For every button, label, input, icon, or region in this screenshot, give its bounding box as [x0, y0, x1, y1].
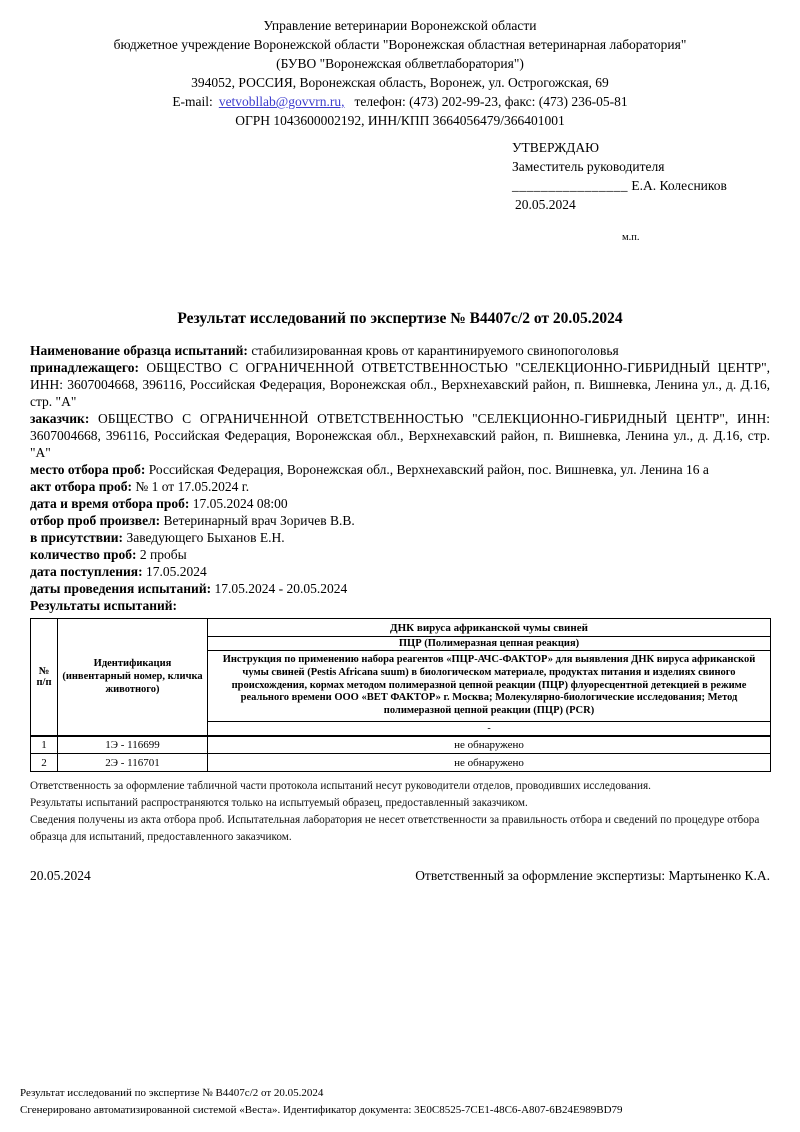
sample-details	[30, 342, 770, 614]
page-footer	[20, 1085, 780, 1119]
approval-block	[512, 138, 800, 214]
signature-underline: ________________	[512, 178, 628, 193]
detail-sampling-place: место отбора проб: Российская Федерация, Воронежская обл., Верхнехавский район, пос. Вишневка, ул. Ленина 16 а	[30, 462, 709, 477]
note-responsibility: Ответственность за оформление табличной части протокола испытаний несут руководители отделов, проводивших исследования.	[30, 780, 651, 793]
letterhead	[0, 0, 800, 130]
method-full-cell: Инструкция по применению набора реагентов «ПЦР-АЧС-ФАКТОР» для выявления ДНК вируса африканской чумы свиней (Pestis Africana suum) в биологическом материале, продуктах питания и изделиях свиного происхождения, кормах методом полимеразной цепной реакции (ПЦР) флуоресцентной детекцией в режиме реального времени ООО «ВЕТ ФАКТОР» г. Москва; Молекулярно-биологические исследования; Метод полимеразной цепной реакции (ПЦР) (PCR)	[208, 651, 771, 722]
stamp-place: м.п.	[622, 232, 640, 243]
row-result-cell: не обнаружено	[208, 754, 771, 772]
footer-expertise-ref: Результат исследований по экспертизе № В4407с/2 от 20.05.2024	[20, 1087, 324, 1099]
detail-sampling-act: акт отбора проб: № 1 от 17.05.2024 г.	[30, 479, 250, 494]
row-number-cell: 1	[31, 736, 58, 754]
test-name-cell: ДНК вируса африканской чумы свиней	[208, 619, 771, 637]
detail-receipt-date: дата поступления: 17.05.2024	[30, 564, 207, 579]
results-heading: Результаты испытаний:	[30, 598, 178, 613]
row-result-cell: не обнаружено	[208, 736, 771, 754]
detail-sampling-datetime: дата и время отбора проб: 17.05.2024 08:00	[30, 496, 288, 511]
phone-fax: телефон: (473) 202-99-23, факс: (473) 236-05-81	[354, 94, 628, 109]
approve-label: УТВЕРЖДАЮ	[512, 140, 600, 155]
signoff-responsible: Ответственный за оформление экспертизы: Мартыненко К.А.	[415, 867, 770, 883]
contact-line	[0, 92, 800, 111]
column-header-identification: Идентификация (инвентарный номер, кличка животного)	[58, 619, 208, 736]
detail-witness: в присутствии: Заведующего Быханов Е.Н.	[30, 530, 285, 545]
approval-date: 20.05.2024	[515, 197, 576, 212]
method-short-cell: ПЦР (Полимеразная цепная реакция)	[208, 637, 771, 651]
approver-name: Е.А. Колесников	[631, 178, 727, 193]
detail-sampler: отбор проб произвел: Ветеринарный врач Зоричев В.В.	[30, 513, 355, 528]
note-scope: Результаты испытаний распространяются только на испытуемый образец, предоставленный заказчиком.	[30, 797, 528, 810]
units-cell: -	[208, 721, 771, 736]
table-row	[31, 736, 771, 754]
detail-sample-count: количество проб: 2 пробы	[30, 547, 187, 562]
results-table	[30, 618, 771, 772]
detail-owner: принадлежащего: ОБЩЕСТВО С ОГРАНИЧЕННОЙ ОТВЕТСТВЕННОСТЬЮ "СЕЛЕКЦИОННО-ГИБРИДНЫЙ ЦЕНТР", ИНН: 3607004668, 396116, Российская Федерация, Воронежская обл., Верхнехавский район, п. Вишневка, Ленина ул., д. Д.16, стр. "А"	[30, 360, 771, 409]
signoff-row	[30, 868, 770, 884]
email-label: E-mail:	[172, 94, 213, 109]
table-header-row-test	[31, 619, 771, 637]
ogrn-inn: ОГРН 1043600002192, ИНН/КПП 3664056479/366401001	[235, 113, 565, 128]
table-row	[31, 754, 771, 772]
row-id-cell: 1Э - 116699	[58, 736, 208, 754]
org-name-line1: Управление ветеринарии Воронежской области	[263, 18, 537, 33]
page-title: Результат исследований по экспертизе № В4407с/2 от 20.05.2024	[177, 310, 623, 327]
note-sampling-info: Сведения получены из акта отбора проб. Испытательная лаборатория не несет ответственности за правильность отбора и сведений по процедуре отбора образца для испытаний, предоставленного заказчиком.	[30, 814, 760, 843]
signoff-date: 20.05.2024	[30, 867, 91, 883]
row-number-cell: 2	[31, 754, 58, 772]
column-header-number: № п/п	[31, 619, 58, 736]
email-link[interactable]: vetvobllab@govvrn.ru,	[218, 94, 345, 109]
org-name-line3: (БУВО "Воронежская облветлаборатория")	[276, 56, 524, 71]
signature-line	[512, 176, 800, 195]
disclaimer-notes	[30, 778, 770, 845]
org-address: 394052, РОССИЯ, Воронежская область, Воронеж, ул. Острогожская, 69	[191, 75, 609, 90]
row-id-cell: 2Э - 116701	[58, 754, 208, 772]
detail-test-dates: даты проведения испытаний: 17.05.2024 - 20.05.2024	[30, 581, 348, 596]
footer-generated-by: Сгенерировано автоматизированной системой «Веста». Идентификатор документа: 3E0C8525-7CE1-48C6-A807-6B24E989BD79	[20, 1104, 623, 1116]
org-name-line2: бюджетное учреждение Воронежской области "Воронежская областная ветеринарная лаборатория"	[113, 37, 687, 52]
detail-customer: заказчик: ОБЩЕСТВО С ОГРАНИЧЕННОЙ ОТВЕТСТВЕННОСТЬЮ "СЕЛЕКЦИОННО-ГИБРИДНЫЙ ЦЕНТР", ИНН: 3607004668, 396116, Российская Федерация, Воронежская обл., Верхнехавский район, п. Вишневка, Ленина ул., д. Д.16, стр. "А"	[30, 411, 771, 460]
approver-position: Заместитель руководителя	[512, 159, 665, 174]
detail-sample-name: Наименование образца испытаний: стабилизированная кровь от карантинируемого свинопоголовья	[30, 343, 619, 358]
